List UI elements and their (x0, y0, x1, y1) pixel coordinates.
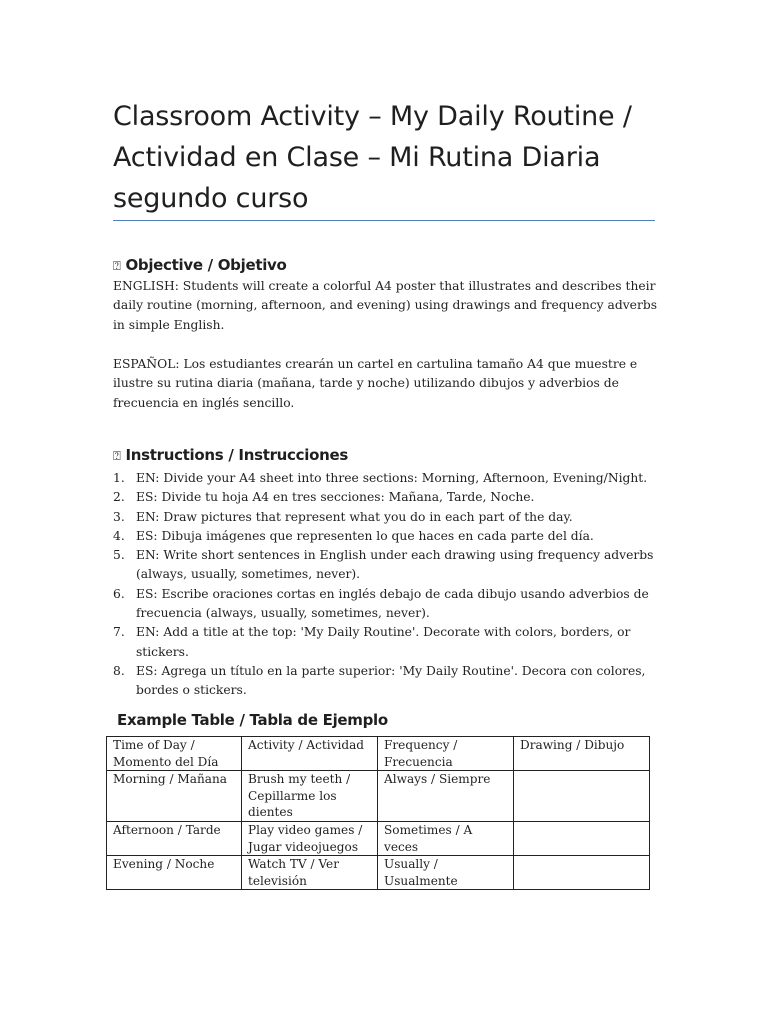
list-item: 6. ES: Escribe oraciones cortas en inglés debajo de cada dibujo usando adverbios de frecuencia (always, usually, sometimes, never). (113, 586, 649, 621)
objective-heading-text: Objective / Objetivo (125, 256, 287, 274)
objective-spanish: ESPAÑOL: Los estudiantes crearán un cartel en cartulina tamaño A4 que muestre e ilustre su rutina diaria (mañana, tarde y noche) utilizando dibujos y adverbios de frecuencia en inglés sencillo. (113, 357, 638, 410)
table-cell: Watch TV / Ver televisión (242, 856, 378, 890)
table-header-cell: Activity / Actividad (242, 737, 378, 771)
table-cell: Morning / Mañana (107, 771, 242, 822)
list-item: 1. EN: Divide your A4 sheet into three sections: Morning, Afternoon, Evening/Night. (113, 471, 648, 485)
table-row (107, 771, 650, 822)
table-cell: Evening / Noche (107, 856, 242, 890)
page-title: Classroom Activity – My Daily Routine / Actividad en Clase – Mi Rutina Diaria segundo curso (113, 101, 632, 214)
title-underline (113, 220, 655, 221)
table-row (107, 822, 650, 856)
table-header-row (107, 737, 650, 771)
table-row (107, 856, 650, 890)
instructions-heading (113, 446, 348, 464)
example-table (106, 736, 650, 890)
missing-glyph-icon: ⍰ (113, 259, 121, 274)
table-cell: Play video games / Jugar videojuegos (242, 822, 378, 856)
instructions-list (113, 469, 658, 701)
list-item: 8. ES: Agrega un título en la parte superior: 'My Daily Routine'. Decora con colores, bordes o stickers. (113, 663, 646, 698)
table-cell: Brush my teeth / Cepillarme los dientes (242, 771, 378, 822)
table-cell: Sometimes / A veces (378, 822, 514, 856)
objective-heading (113, 256, 287, 274)
table-header-cell: Frequency / Frecuencia (378, 737, 514, 771)
table-cell (514, 771, 650, 822)
table-cell (514, 856, 650, 890)
objective-english: ENGLISH: Students will create a colorful A4 poster that illustrates and describes their daily routine (morning, afternoon, and evening) using drawings and frequency adverbs in simple English. (113, 279, 658, 332)
table-cell: Afternoon / Tarde (107, 822, 242, 856)
instructions-heading-text: Instructions / Instrucciones (125, 446, 348, 464)
list-item: 5. EN: Write short sentences in English under each drawing using frequency adverbs (always, usually, sometimes, never). (113, 548, 654, 582)
example-table-title: Example Table / Tabla de Ejemplo (117, 711, 388, 729)
table-cell: Usually / Usualmente (378, 856, 514, 890)
list-item: 3. EN: Draw pictures that represent what you do in each part of the day. (113, 509, 573, 524)
table-cell (514, 822, 650, 856)
table-header-cell: Drawing / Dibujo (514, 737, 650, 771)
table-cell: Always / Siempre (378, 771, 514, 822)
list-item: 7. EN: Add a title at the top: 'My Daily Routine'. Decorate with colors, borders, or stickers. (113, 625, 631, 659)
list-item: 4. ES: Dibuja imágenes que representen lo que haces en cada parte del día. (113, 528, 594, 543)
missing-glyph-icon: ⍰ (113, 449, 121, 464)
table-header-cell: Time of Day / Momento del Día (107, 737, 242, 771)
list-item: 2. ES: Divide tu hoja A4 en tres secciones: Mañana, Tarde, Noche. (113, 490, 535, 505)
